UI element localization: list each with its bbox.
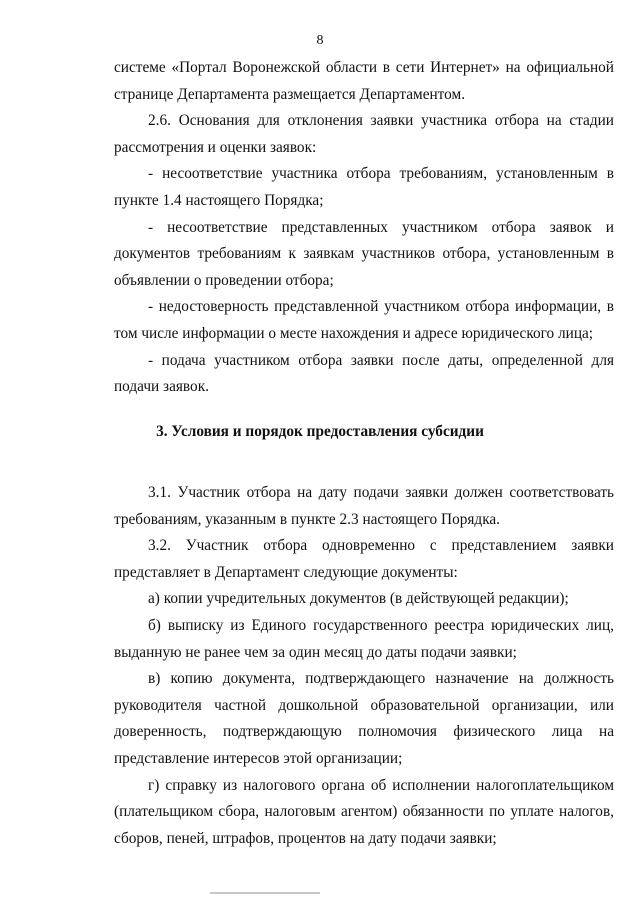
section-3-text [114, 480, 614, 852]
paragraph: 3.2. Участник отбора одновременно с представлением заявки представляет в Департамент следующие документы: [114, 537, 614, 581]
paragraph: 3.1. Участник отбора на дату подачи заявки должен соответствовать требованиям, указанным в пункте 2.3 настоящего Порядка. [114, 484, 614, 528]
paragraph: - несоответствие участника отбора требованиям, установленным в пункте 1.4 настоящего Порядка; [114, 165, 614, 209]
paragraph: - подача участником отбора заявки после даты, определенной для подачи заявок. [114, 351, 614, 396]
paragraph: системе «Портал Воронежской области в сети Интернет» на официальной странице Департамента размещается Департаментом. [114, 59, 614, 103]
paragraph: в) копию документа, подтверждающего назначение на должность руководителя частной дошкольной образовательной организации, или доверенность, подтверждающую полномочия физического лица на представление интересов этой организации; [114, 670, 614, 767]
paragraph: 2.6. Основания для отклонения заявки участника отбора на стадии рассмотрения и оценки заявок: [114, 112, 614, 156]
paragraph: г) справку из налогового органа об исполнении налогоплательщиком (плательщиком сбора, налоговым агентом) обязанности по уплате налогов, сборов, пеней, штрафов, процентов на дату подачи заявки; [114, 776, 614, 847]
paragraph: - недостоверность представленной участником отбора информации, в том числе информации о месте нахождения и адресе юридического лица; [114, 298, 614, 342]
paragraph: а) копии учредительных документов (в действующей редакции); [148, 590, 569, 608]
scan-artifact [210, 892, 320, 894]
page-number: 8 [316, 33, 324, 48]
section-3-heading: 3. Условия и порядок предоставления субсидии [156, 423, 484, 440]
paragraph: б) выписку из Единого государственного реестра юридических лиц, выданную не ранее чем за один месяц до даты подачи заявки; [114, 616, 614, 661]
section-2-text [114, 55, 614, 401]
paragraph: - несоответствие представленных участником отбора заявок и документов требованиям к заявкам участников отбора, установленным в объявлении о проведении отбора; [114, 218, 614, 289]
